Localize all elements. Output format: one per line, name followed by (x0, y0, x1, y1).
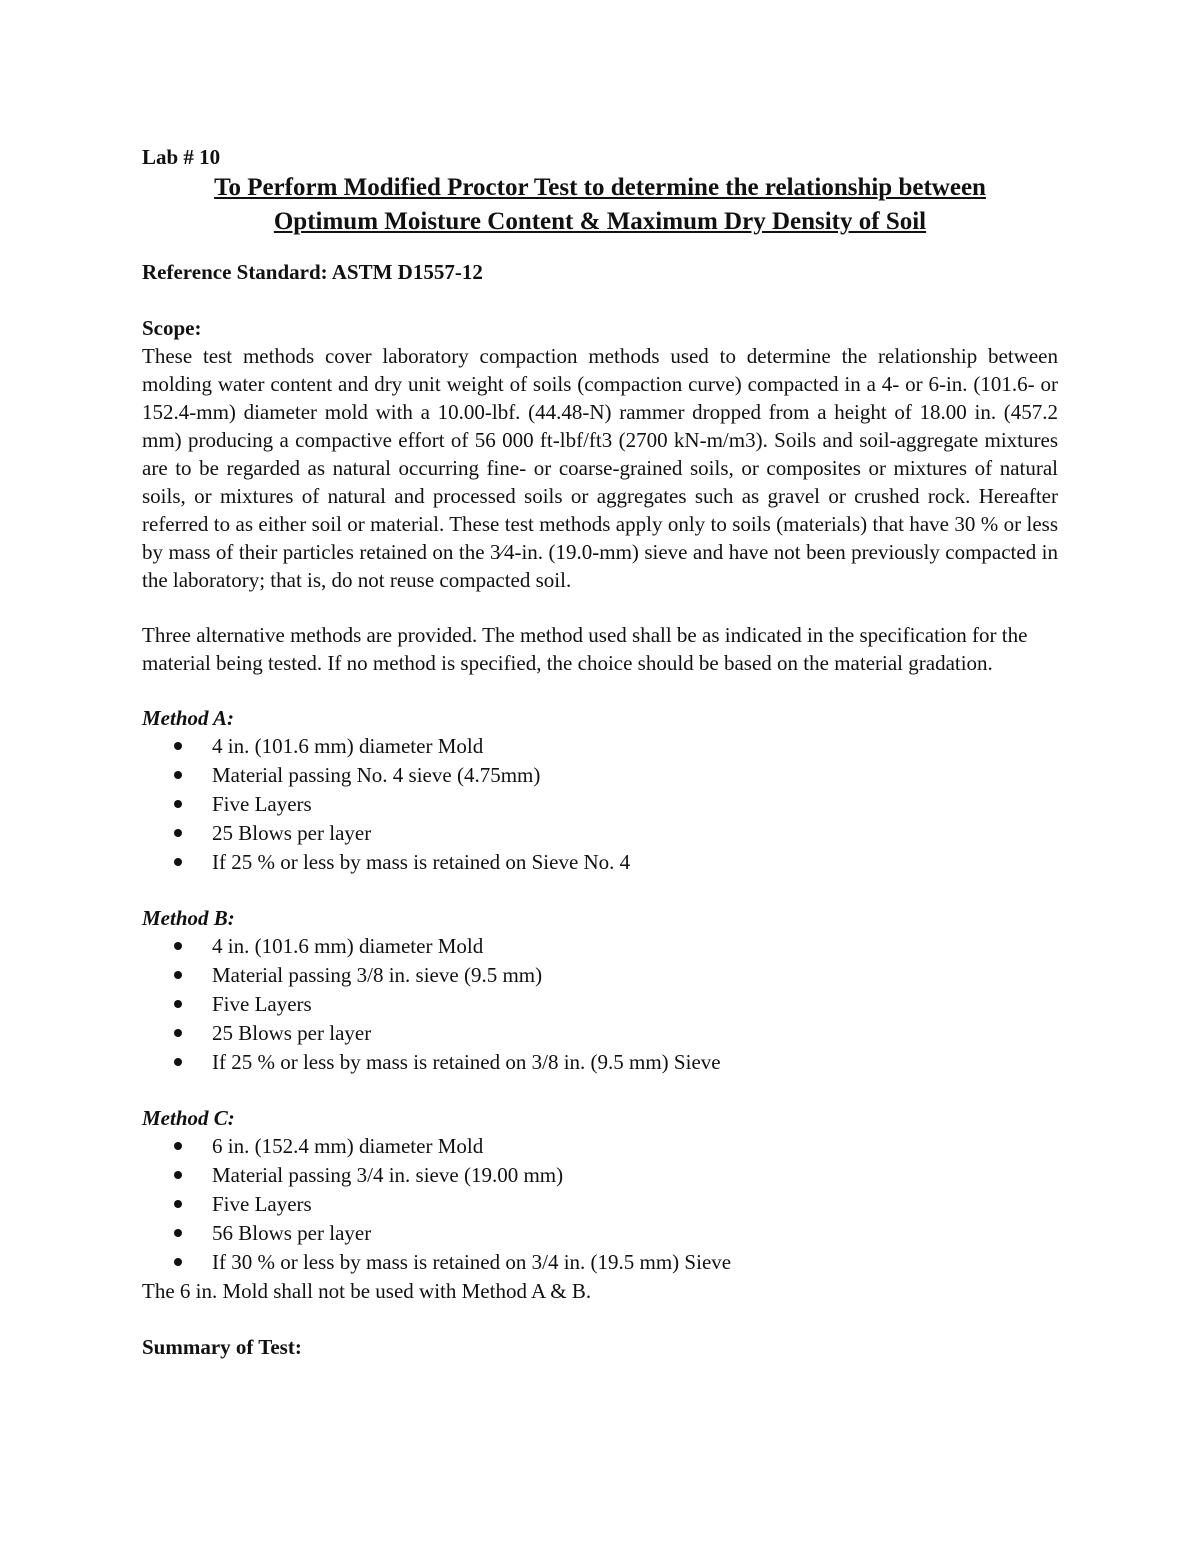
list-item-text: If 25 % or less by mass is retained on 3/8 in. (9.5 mm) Sieve (212, 1050, 721, 1074)
list-item-text: If 30 % or less by mass is retained on 3/4 in. (19.5 mm) Sieve (212, 1250, 732, 1274)
bullet-icon (174, 1029, 182, 1037)
bullet-icon (174, 942, 182, 950)
bullet-icon (174, 1171, 182, 1179)
title-line-2: Optimum Moisture Content & Maximum Dry Density of Soil (273, 208, 927, 235)
list-item-text: If 25 % or less by mass is retained on Sieve No. 4 (212, 850, 631, 874)
list-item (142, 1219, 1058, 1248)
list-item (142, 932, 1058, 961)
list-item (142, 819, 1058, 848)
list-item-text: Material passing No. 4 sieve (4.75mm) (212, 763, 541, 787)
method-c-list (142, 1132, 1058, 1277)
list-item-text: Five Layers (212, 1192, 312, 1216)
bullet-icon (174, 1142, 182, 1150)
bullet-icon (174, 800, 182, 808)
list-item (142, 1019, 1058, 1048)
lab-number: Lab # 10 (142, 145, 221, 169)
list-item-text: 25 Blows per layer (212, 821, 372, 845)
bullet-icon (174, 829, 182, 837)
list-item-text: 25 Blows per layer (212, 1021, 372, 1045)
list-item (142, 732, 1058, 761)
summary-heading: Summary of Test: (142, 1335, 302, 1359)
list-item-text: 4 in. (101.6 mm) diameter Mold (212, 934, 484, 958)
list-item (142, 1132, 1058, 1161)
bullet-icon (174, 971, 182, 979)
list-item-text: Material passing 3/4 in. sieve (19.00 mm) (212, 1163, 564, 1187)
bullet-icon (174, 1229, 182, 1237)
method-a-heading: Method A: (142, 706, 234, 730)
list-item (142, 1190, 1058, 1219)
scope-heading: Scope: (142, 316, 202, 340)
scope-paragraph-2: Three alternative methods are provided. The method used shall be as indicated in the specification for the material being tested. If no method is specified, the choice should be based on the material gradation. (142, 623, 1028, 675)
list-item (142, 761, 1058, 790)
list-item-text: 56 Blows per layer (212, 1221, 372, 1245)
list-item (142, 1248, 1058, 1277)
bullet-icon (174, 1058, 182, 1066)
list-item (142, 1048, 1058, 1077)
list-item (142, 961, 1058, 990)
method-b-heading: Method B: (142, 906, 235, 930)
page-content (142, 143, 1058, 1361)
list-item-text: 6 in. (152.4 mm) diameter Mold (212, 1134, 484, 1158)
list-item (142, 848, 1058, 877)
list-item-text: Five Layers (212, 992, 312, 1016)
bullet-icon (174, 1200, 182, 1208)
title-line-1: To Perform Modified Proctor Test to determine the relationship between (214, 174, 986, 201)
list-item (142, 790, 1058, 819)
bullet-icon (174, 1000, 182, 1008)
list-item (142, 1161, 1058, 1190)
page-title (122, 171, 1078, 239)
bullet-icon (174, 742, 182, 750)
method-b-list (142, 932, 1058, 1077)
list-item-text: Five Layers (212, 792, 312, 816)
method-a-list (142, 732, 1058, 877)
list-item-text: 4 in. (101.6 mm) diameter Mold (212, 734, 484, 758)
mold-note: The 6 in. Mold shall not be used with Method A & B. (142, 1279, 592, 1303)
reference-standard: Reference Standard: ASTM D1557-12 (142, 260, 483, 284)
bullet-icon (174, 858, 182, 866)
list-item-text: Material passing 3/8 in. sieve (9.5 mm) (212, 963, 543, 987)
list-item (142, 990, 1058, 1019)
scope-paragraph-1: These test methods cover laboratory compaction methods used to determine the relationship between molding water content and dry unit weight of soils (compaction curve) compacted in a 4- or 6-in. (101.6- or 152.4-mm) diameter mold with a 10.00-lbf. (44.48-N) rammer dropped from a height of 18.00 in. (457.2 mm) producing a compactive effort of 56 000 ft-lbf/ft3 (2700 kN-m/m3). Soils and soil-aggregate mixtures are to be regarded as natural occurring fine- or coarse-grained soils, or composites or mixtures of natural soils, or mixtures of natural and processed soils or aggregates such as gravel or crushed rock. Hereafter referred to as either soil or material. These test methods apply only to soils (materials) that have 30 % or less by mass of their particles retained on the 3⁄4-in. (19.0-mm) sieve and have not been previously compacted in the laboratory; that is, do not reuse compacted soil. (142, 344, 1058, 592)
bullet-icon (174, 771, 182, 779)
bullet-icon (174, 1258, 182, 1266)
method-c-heading: Method C: (142, 1106, 235, 1130)
